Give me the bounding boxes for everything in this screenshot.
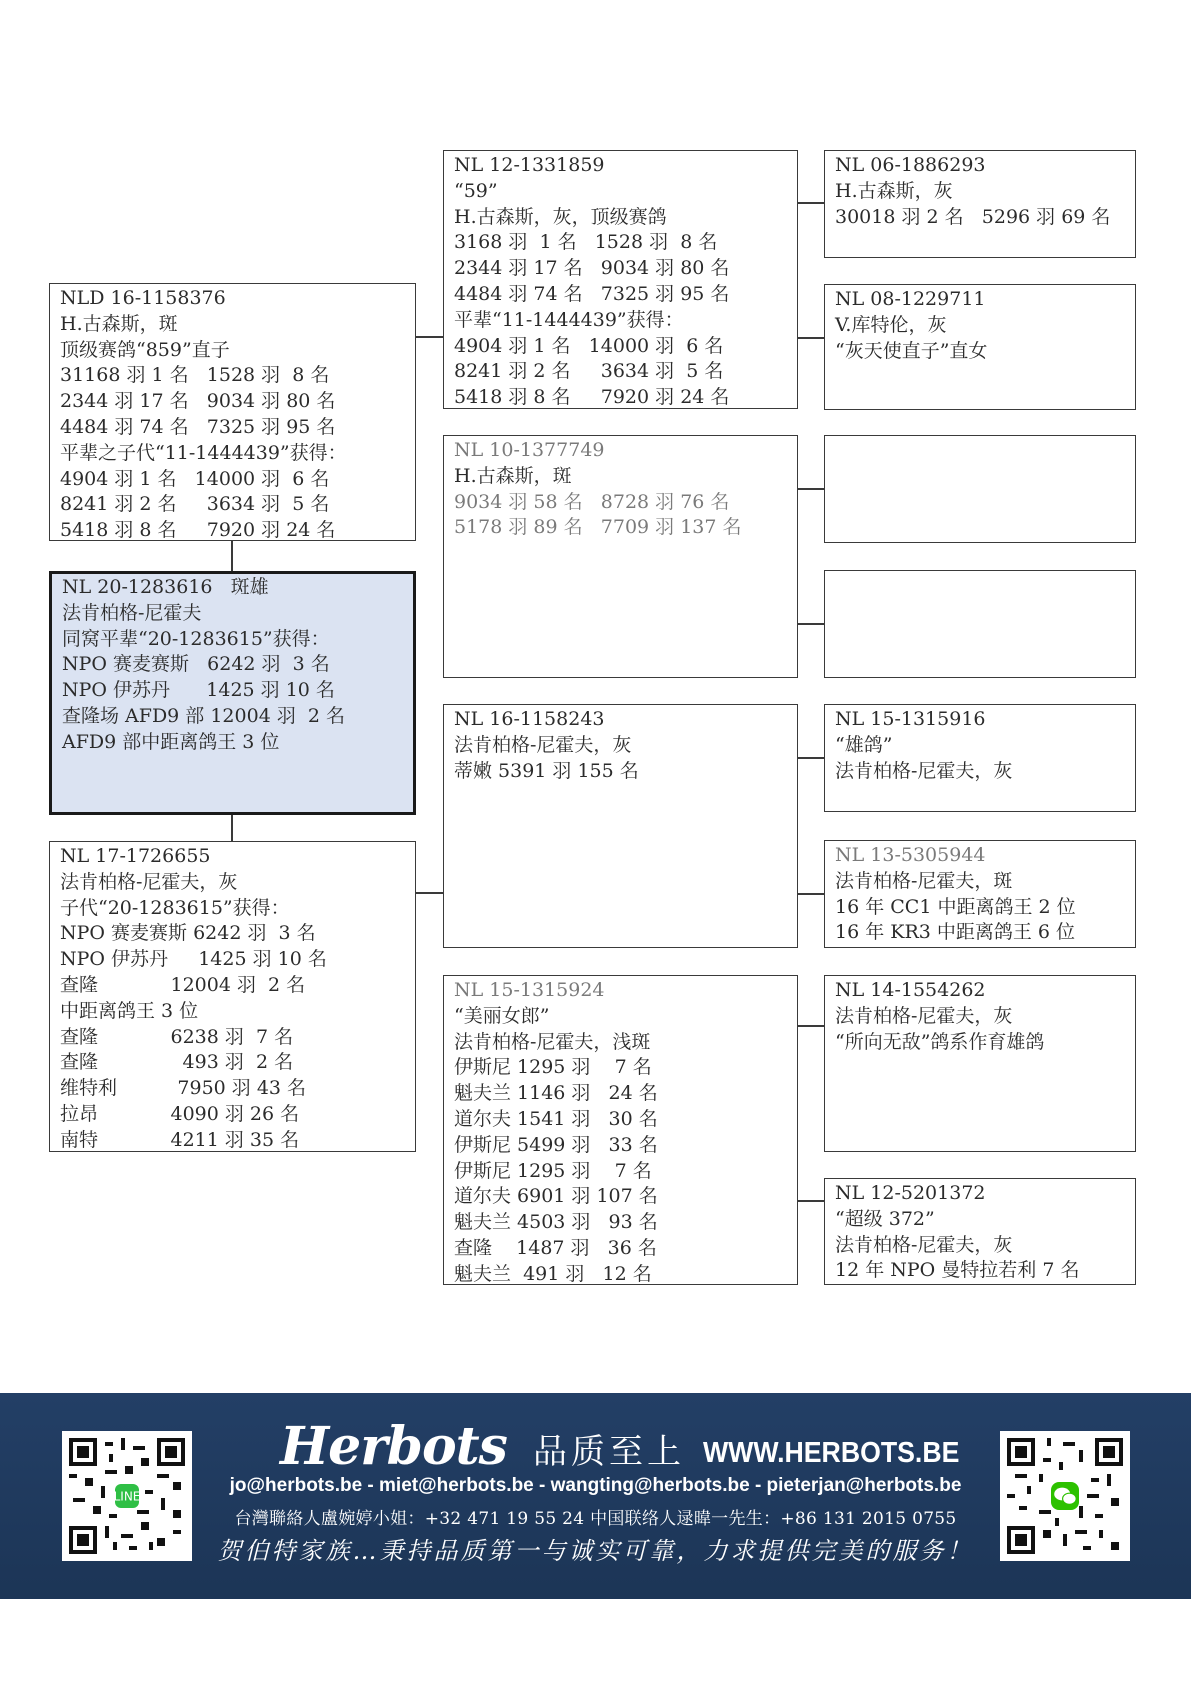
- connector: [797, 1025, 825, 1027]
- great-granddam-box: [824, 840, 1136, 948]
- pedigree-line: “雄鸽”: [835, 733, 893, 756]
- pedigree-line: 法肯柏格-尼霍夫，浅斑: [454, 1030, 651, 1053]
- pedigree-line: 法肯柏格-尼霍夫，灰: [835, 759, 1013, 782]
- great-grandsire-box: [824, 704, 1136, 812]
- pedigree-line: 伊斯尼 1295 羽 7 名: [454, 1056, 652, 1079]
- grandsire-maternal-box: [443, 704, 798, 948]
- pedigree-line: NL 15-1315924: [454, 979, 605, 1001]
- contact-phones: 台灣聯絡人盧婉婷小姐：+32 471 19 55 24 中国联络人逯暐一先生：+86 131 2015 0755: [234, 1509, 957, 1529]
- pedigree-line: 9034 羽 58 名 8728 羽 76 名: [454, 490, 730, 513]
- pedigree-line: 南特 4211 羽 35 名: [60, 1128, 300, 1151]
- pedigree-line: 5418 羽 8 名 7920 羽 24 名: [60, 519, 336, 541]
- pedigree-line: 法肯柏格-尼霍夫，灰: [835, 1233, 1013, 1256]
- pedigree-line: NL 12-1331859: [454, 154, 605, 176]
- pedigree-line: NPO 赛麦赛斯 6242 羽 3 名: [62, 653, 330, 676]
- pedigree-line: NL 08-1229711: [835, 288, 986, 310]
- pedigree-line: 查隆 1487 羽 36 名: [454, 1236, 657, 1259]
- pedigree-line: 伊斯尼 1295 羽 7 名: [454, 1159, 652, 1182]
- connector: [797, 893, 825, 895]
- pedigree-line: NPO 赛麦赛斯 6242 羽 3 名: [60, 922, 316, 945]
- pedigree-line: 3168 羽 1 名 1528 羽 8 名: [454, 231, 718, 254]
- great-grandsire-box: [824, 975, 1136, 1152]
- connector: [797, 488, 825, 490]
- subject-pigeon-box: [49, 571, 416, 815]
- pedigree-line: 2344 羽 17 名 9034 羽 80 名: [454, 257, 730, 280]
- pedigree-line: 伊斯尼 5499 羽 33 名: [454, 1133, 658, 1156]
- company-tagline: 贺伯特家族…秉持品质第一与诚实可靠，力求提供完美的服务！: [217, 1537, 974, 1565]
- connector: [231, 814, 233, 841]
- pedigree-line: 平辈“11-1444439”获得：: [454, 308, 684, 331]
- connector: [797, 337, 825, 339]
- pedigree-line: 16 年 KR3 中距离鸽王 6 位: [835, 921, 1076, 944]
- website-link[interactable]: WWW.HERBOTS.BE: [702, 1437, 960, 1469]
- pedigree-line: 4484 羽 74 名 7325 羽 95 名: [454, 282, 730, 305]
- pedigree-line: 8241 羽 2 名 3634 羽 5 名: [60, 493, 330, 516]
- pedigree-line: H.古森斯，斑: [60, 312, 178, 335]
- pedigree-line: 法肯柏格-尼霍夫，灰: [60, 870, 238, 893]
- pedigree-line: 法肯柏格-尼霍夫，灰: [835, 1004, 1013, 1027]
- contact-emails[interactable]: jo@herbots.be - miet@herbots.be - wangting@herbots.be - pieterjan@herbots.be: [229, 1475, 962, 1496]
- pedigree-line: 查隆 12004 羽 2 名: [60, 973, 306, 996]
- pedigree-line: 魁夫兰 1146 羽 24 名: [454, 1082, 658, 1105]
- wechat-app-icon: [1007, 1438, 1123, 1554]
- great-grandsire-box: [824, 435, 1136, 543]
- pedigree-line: “灰天使直子”直女: [835, 339, 988, 362]
- pedigree-line: 查隆场 AFD9 部 12004 羽 2 名: [62, 704, 346, 727]
- pedigree-line: 5178 羽 89 名 7709 羽 137 名: [454, 516, 742, 539]
- pedigree-line: 子代“20-1283615”获得：: [60, 896, 290, 919]
- pedigree-line: NPO 伊苏丹 1425 羽 10 名: [62, 679, 335, 702]
- pedigree-line: AFD9 部中距离鸽王 3 位: [62, 730, 280, 753]
- pedigree-line: 顶级赛鸽“859”直子: [60, 338, 230, 361]
- pedigree-line: H.古森斯，灰: [835, 179, 953, 202]
- pedigree-line: 道尔夫 1541 羽 30 名: [454, 1107, 658, 1130]
- pedigree-line: H.古森斯，灰，顶级赛鸽: [454, 205, 667, 228]
- pedigree-line: NL 17-1726655: [60, 845, 211, 867]
- wechat-qr-code[interactable]: [1000, 1431, 1130, 1561]
- brand-slogan: 品质至上: [532, 1432, 685, 1472]
- pedigree-line: NL 12-5201372: [835, 1182, 986, 1204]
- pedigree-line: NL 13-5305944: [835, 844, 986, 866]
- svg-text:LINE: LINE: [113, 1489, 141, 1504]
- pedigree-line: “所向无敌”鸽系作育雄鸽: [835, 1030, 1045, 1053]
- pedigree-line: 法肯柏格-尼霍夫，斑: [835, 869, 1013, 892]
- pedigree-line: 平辈之子代“11-1444439”获得：: [60, 441, 347, 464]
- pedigree-line: NL 06-1886293: [835, 154, 986, 176]
- pedigree-line: NL 16-1158243: [454, 708, 605, 730]
- herbots-logo: Herbots: [280, 1416, 507, 1477]
- pedigree-line: 查隆 6238 羽 7 名: [60, 1025, 294, 1048]
- connector: [415, 336, 444, 338]
- pedigree-line: 中距离鸽王 3 位: [60, 999, 199, 1022]
- connector: [415, 892, 444, 894]
- pedigree-line: “超级 372”: [835, 1207, 935, 1230]
- pedigree-line: 同窝平辈“20-1283615”获得：: [62, 627, 330, 650]
- pedigree-line: 16 年 CC1 中距离鸽王 2 位: [835, 895, 1076, 918]
- pedigree-line: 12 年 NPO 曼特拉若利 7 名: [835, 1259, 1080, 1282]
- pedigree-line: 维特利 7950 羽 43 名: [60, 1077, 307, 1100]
- pedigree-line: 8241 羽 2 名 3634 羽 5 名: [454, 360, 724, 383]
- pedigree-line: 2344 羽 17 名 9034 羽 80 名: [60, 390, 336, 413]
- pedigree-line: NPO 伊苏丹 1425 羽 10 名: [60, 948, 327, 971]
- brand-header: [280, 1413, 982, 1475]
- pedigree-line: 拉昂 4090 羽 26 名: [60, 1102, 300, 1125]
- great-granddam-box: [824, 284, 1136, 410]
- sire-box: [49, 283, 416, 541]
- pedigree-line: 魁夫兰 4503 羽 93 名: [454, 1211, 658, 1234]
- pedigree-line: NL 14-1554262: [835, 979, 986, 1001]
- connector: [797, 757, 825, 759]
- pedigree-line: 查隆 493 羽 2 名: [60, 1051, 294, 1074]
- pedigree-line: 蒂嫩 5391 羽 155 名: [454, 759, 639, 782]
- pedigree-line: 4904 羽 1 名 14000 羽 6 名: [60, 467, 330, 490]
- line-qr-code[interactable]: [62, 1431, 192, 1561]
- dam-box: [49, 841, 416, 1152]
- great-granddam-box: [824, 1178, 1136, 1285]
- pedigree-line: H.古森斯，斑: [454, 464, 572, 487]
- connector: [797, 202, 825, 204]
- pedigree-line: “美丽女郎”: [454, 1004, 550, 1027]
- pedigree-line: NL 20-1283616 斑雄: [62, 576, 269, 598]
- pedigree-line: 5418 羽 8 名 7920 羽 24 名: [454, 386, 730, 409]
- pedigree-line: 魁夫兰 491 羽 12 名: [454, 1262, 652, 1285]
- pedigree-line: NL 10-1377749: [454, 439, 605, 461]
- great-grandsire-box: [824, 150, 1136, 258]
- grandsire-paternal-box: [443, 150, 798, 409]
- pedigree-line: 法肯柏格-尼霍夫: [62, 601, 202, 624]
- connector: [231, 540, 233, 571]
- line-app-icon: [69, 1438, 185, 1554]
- connector: [797, 1200, 825, 1202]
- great-granddam-box: [824, 570, 1136, 678]
- pedigree-line: “59”: [454, 179, 498, 202]
- pedigree-line: 4484 羽 74 名 7325 羽 95 名: [60, 415, 336, 438]
- granddam-paternal-box: [443, 435, 798, 678]
- pedigree-line: NL 15-1315916: [835, 708, 986, 730]
- pedigree-line: NLD 16-1158376: [60, 287, 226, 309]
- footer-banner: [0, 1393, 1191, 1599]
- pedigree-line: 4904 羽 1 名 14000 羽 6 名: [454, 334, 724, 357]
- connector: [797, 623, 825, 625]
- granddam-maternal-box: [443, 975, 798, 1285]
- pedigree-line: 法肯柏格-尼霍夫，灰: [454, 733, 632, 756]
- pedigree-line: 30018 羽 2 名 5296 羽 69 名: [835, 205, 1111, 228]
- pedigree-line: V.库特伦，灰: [835, 313, 947, 336]
- pedigree-line: 31168 羽 1 名 1528 羽 8 名: [60, 364, 330, 387]
- pedigree-line: 道尔夫 6901 羽 107 名: [454, 1185, 658, 1208]
